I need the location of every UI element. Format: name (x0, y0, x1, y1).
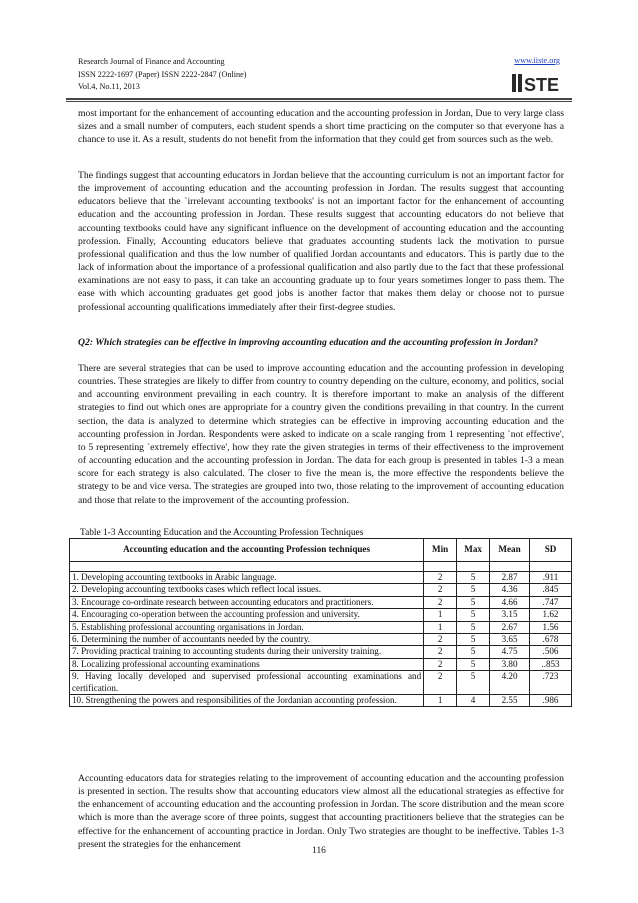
table-row (70, 646, 572, 658)
table-row (70, 572, 572, 584)
cell-min: 1 (424, 621, 457, 633)
cell-min: 2 (424, 671, 457, 695)
cell-min: 2 (424, 596, 457, 608)
cell-technique: 9. Having locally developed and supervised professional accounting examinations and certification. (70, 671, 424, 695)
cell-mean: 4.66 (490, 596, 530, 608)
cell-sd: .723 (530, 671, 572, 695)
cell-technique: 6. Determining the number of accountants needed by the country. (70, 634, 424, 646)
table-row (70, 658, 572, 670)
cell-technique: 3. Encourage co-ordinate research between accounting educators and practitioners. (70, 596, 424, 608)
cell-max: 5 (457, 572, 490, 584)
table-row (70, 621, 572, 633)
table-row (70, 584, 572, 596)
cell-technique: 7. Providing practical training to accounting students during their university training. (70, 646, 424, 658)
cell-mean: 4.36 (490, 584, 530, 596)
cell-mean: 3.80 (490, 658, 530, 670)
header-max: Max (457, 539, 490, 562)
cell-technique: 4. Encouraging co-operation between the accounting profession and university. (70, 609, 424, 621)
cell-min: 2 (424, 658, 457, 670)
journal-url-link[interactable]: www.iiste.org (514, 56, 560, 65)
header-rule-thin (66, 101, 572, 102)
cell-sd: ..853 (530, 658, 572, 670)
iiste-logo (510, 70, 564, 96)
header-min: Min (424, 539, 457, 562)
table-row (70, 695, 572, 707)
cell-technique: 1. Developing accounting textbooks in Arabic language. (70, 572, 424, 584)
cell-mean: 4.75 (490, 646, 530, 658)
cell-technique: 5. Establishing professional accounting organisations in Jordan. (70, 621, 424, 633)
table-header-row (70, 539, 572, 562)
strategies-table (69, 538, 572, 707)
cell-min: 2 (424, 584, 457, 596)
paragraph-4: Accounting educators data for strategies relating to the improvement of accounting education and the accounting profession is presented in section. The results show that accounting educators view almost all the educational strategies as effective for the enhancement of accounting education and the accounting profession in Jordan. The score distribution and the mean score which is more than the average score of three points, suggest that accounting practitioners believe that the strategies can be effective for the enhancement of accounting practice in Jordan. Only Two strategies are thought to be ineffective. Tables 1-3 present the strategies for the enhancement (78, 773, 564, 850)
issn-line: ISSN 2222-1697 (Paper) ISSN 2222-2847 (Online) (78, 69, 247, 79)
table-body (70, 572, 572, 707)
cell-min: 2 (424, 646, 457, 658)
cell-sd: 1.56 (530, 621, 572, 633)
cell-max: 4 (457, 695, 490, 707)
cell-sd: .506 (530, 646, 572, 658)
volume-line: Vol.4, No.11, 2013 (78, 82, 140, 91)
cell-max: 5 (457, 621, 490, 633)
cell-sd: .845 (530, 584, 572, 596)
journal-name: Research Journal of Finance and Accounting (78, 57, 225, 66)
cell-mean: 3.15 (490, 609, 530, 621)
header-mean: Mean (490, 539, 530, 562)
table-spacer-row (70, 562, 572, 572)
table-row (70, 634, 572, 646)
cell-mean: 3.65 (490, 634, 530, 646)
page-header (78, 56, 564, 100)
cell-mean: 2.67 (490, 621, 530, 633)
header-sd: SD (530, 539, 572, 562)
table-row (70, 609, 572, 621)
header-techniques: Accounting education and the accounting Profession techniques (70, 539, 424, 562)
paragraph-1: most important for the enhancement of accounting education and the accounting profession in Jordan, Due to very large class sizes and a small number of computers, each student spends a short time practicing on the computer so that everyone has a chance to use it. As a result, students do not benefit from the information that they could get from sources such as the web. (78, 108, 564, 146)
cell-min: 1 (424, 609, 457, 621)
page-number: 116 (312, 846, 326, 856)
cell-max: 5 (457, 671, 490, 695)
cell-mean: 4.20 (490, 671, 530, 695)
cell-technique: 8. Localizing professional accounting examinations (70, 658, 424, 670)
header-rule (66, 98, 572, 100)
cell-max: 5 (457, 584, 490, 596)
question-2-heading: Q2: Which strategies can be effective in improving accounting education and the accounting profession in Jordan? (78, 337, 539, 348)
paragraph-3: There are several strategies that can be used to improve accounting education and the accounting profession in developing countries. These strategies are likely to differ from country to country depending on the culture, economy, and politics, social and accounting environment prevailing in each country. It is therefore important to make an analysis of the different strategies to find out which ones are appropriate for a country given the conditions prevailing in that country. In the current section, the data is analyzed to determine which strategies can be effective in improving accounting education and the accounting profession in Jordan. Respondents were asked to indicate on a scale ranging from 1 representing `not effective', to 5 representing `extremely effective', how they rate the given strategies in terms of their effectiveness to the improvement of accounting education and the accounting profession in Jordan. The data for each group is presented in tables 1-3 a mean score for each strategy is also calculated. The closer to five the mean is, the more effective the respondents believe the strategy to be and vice versa. The strategies are grouped into two, those relating to the improvement of accounting education and those that relate to the improvement of the accounting profession. (78, 363, 564, 506)
cell-sd: .747 (530, 596, 572, 608)
cell-max: 5 (457, 646, 490, 658)
cell-sd: .986 (530, 695, 572, 707)
logo-wordmark: STE (524, 75, 560, 95)
cell-mean: 2.55 (490, 695, 530, 707)
table-row (70, 671, 572, 695)
table-caption: Table 1-3 Accounting Education and the Accounting Profession Techniques (80, 528, 364, 538)
cell-sd: .911 (530, 572, 572, 584)
table-row (70, 596, 572, 608)
cell-min: 1 (424, 695, 457, 707)
cell-max: 5 (457, 634, 490, 646)
cell-sd: 1.62 (530, 609, 572, 621)
cell-max: 5 (457, 596, 490, 608)
cell-max: 5 (457, 658, 490, 670)
cell-mean: 2.87 (490, 572, 530, 584)
cell-technique: 10. Strengthening the powers and responsibilities of the Jordanian accounting profession. (70, 695, 424, 707)
cell-technique: 2. Developing accounting textbooks cases which reflect local issues. (70, 584, 424, 596)
cell-max: 5 (457, 609, 490, 621)
cell-min: 2 (424, 634, 457, 646)
paragraph-2: The findings suggest that accounting educators in Jordan believe that the accounting curriculum is not an important factor for the improvement of accounting education and the accounting profession in Jordan. The results suggest that accounting educators believe that the `irrelevant accounting textbooks' is not an important factor for the enhancement of accounting education and the accounting profession in Jordan. These results suggest that accounting educators do not believe that accounting textbooks could have any significant influence on the development of accounting education and the accounting profession. Finally, Accounting educators believe that graduates accounting students lack the motivation to pursue professional qualification and thus the low number of qualified Jordan accountants and educators. This is partly due to the lack of information about the importance of a professional qualification and also partly due to the fact that these professional examinations are not easy to pass, it can take an accounting graduate up to four years sometimes longer to pass them. The ease with which accounting graduates get good jobs is another factor that makes them delay or choose not to pursue professional accounting qualifications immediately after their first-degree studies. (78, 170, 564, 313)
cell-min: 2 (424, 572, 457, 584)
cell-sd: .678 (530, 634, 572, 646)
